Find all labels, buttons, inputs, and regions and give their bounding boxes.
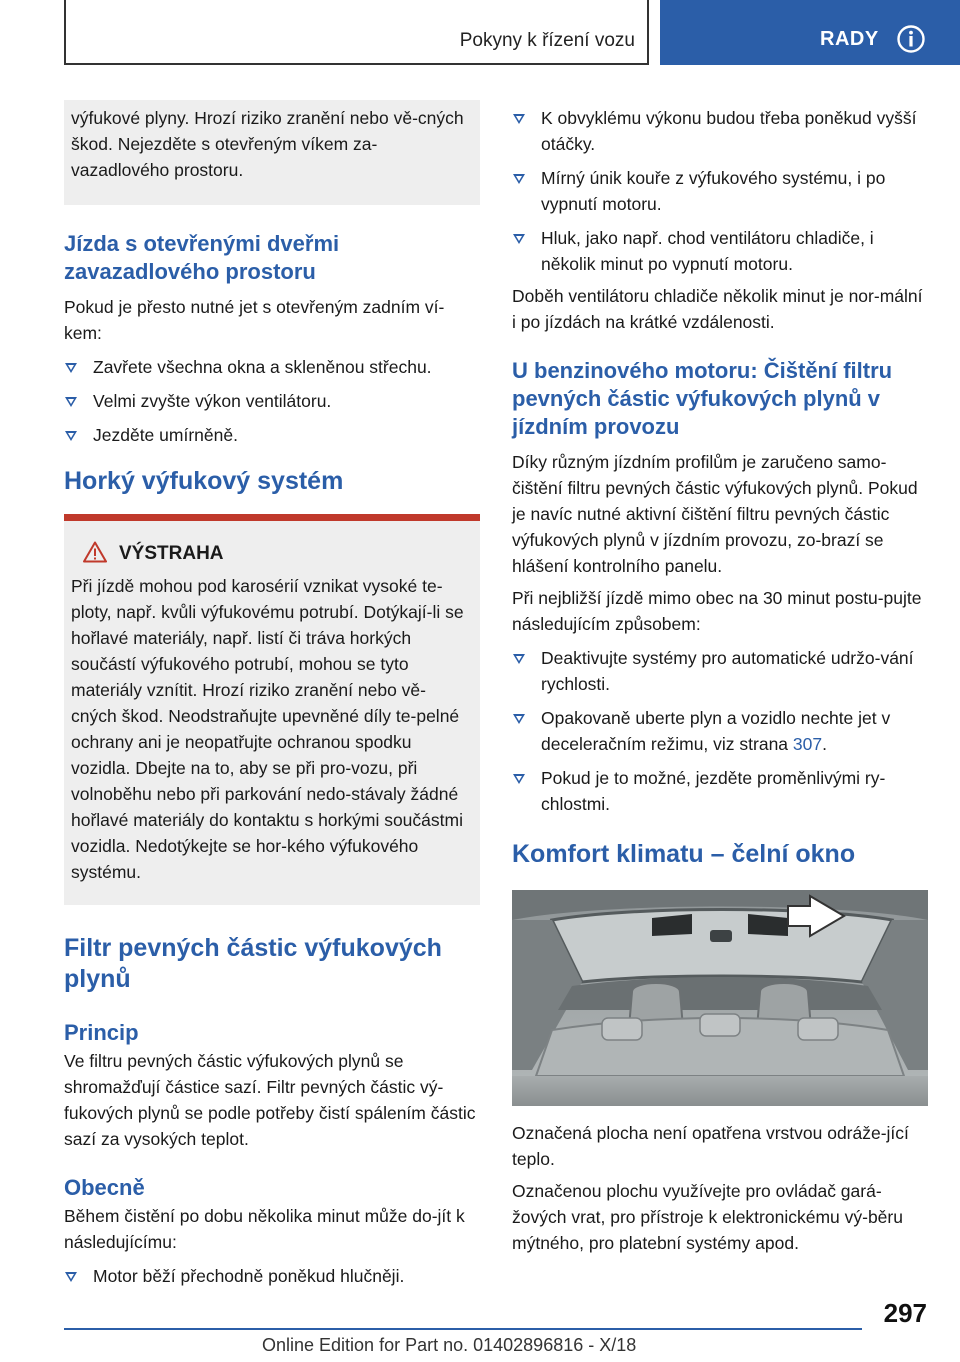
paragraph-general: Během čistění po dobu několika minut může do-jít k následujícímu: — [64, 1206, 465, 1252]
page-number: 297 — [883, 1298, 927, 1328]
footer-rule — [64, 1328, 862, 1330]
warning-triangle-icon — [83, 541, 107, 563]
bullet-triangle-icon — [513, 714, 525, 724]
list-item: K obvyklému výkonu budou třeba poněkud vyšší otáčky. — [512, 105, 928, 157]
list-item: Mírný únik kouře z výfukového systému, i po vypnutí motoru. — [512, 165, 928, 217]
list-item: Jezděte umírněně. — [64, 422, 480, 448]
paragraph-self-cleaning: Díky různým jízdním profilům je zaručeno samo-čištění filtru pevných částic výfukových plynů. Pokud je navíc nutné aktivní čištění filtru pevných částic výfukových plynů v jízdním provozu, zo-brazí se hlášení kontrolního panelu. — [512, 452, 918, 576]
bullet-triangle-icon — [513, 234, 525, 244]
bullet-triangle-icon — [65, 1272, 77, 1282]
heading-general: Obecně — [64, 1175, 145, 1200]
info-icon — [896, 24, 926, 54]
note-box — [64, 100, 480, 205]
section-title: Pokyny k řízení vozu — [459, 30, 635, 51]
bullet-triangle-icon — [513, 114, 525, 124]
paragraph-marked-area-use: Označenou plochu využívejte pro ovládač gará-žových vrat, pro přístroje k elektronickému vý-běru mýtného, pro platební systémy apod. — [512, 1181, 903, 1253]
car-interior-illustration — [512, 890, 928, 1106]
heading-open-tailgate: Jízda s otevřenými dveřmi zavazadlového prostoru — [64, 231, 340, 284]
footer-edition: Online Edition for Part no. 01402896816 - X/18 — [262, 1335, 637, 1355]
paragraph-procedure: Při nejbližší jízdě mimo obec na 30 minut postu-pujte následujícím způsobem: — [512, 588, 922, 634]
paragraph-fan-run-on: Doběh ventilátoru chladiče několik minut je nor-mální i po jízdách na krátké vzdálenosti. — [512, 286, 923, 332]
note-continuation-text: výfukové plyny. Hrozí riziko zranění nebo vě-cných škod. Nejezděte s otevřeným víkem za-vazadlového prostoru. — [71, 108, 464, 180]
paragraph-principle: Ve filtru pevných částic výfukových plynů se shromažďují částice sazí. Filtr pevných částic vý-fukových plynů se podle potřeby čistí spálením částic sazí za vysokých teplot. — [64, 1051, 476, 1149]
header-section-frame — [64, 0, 649, 65]
heading-hot-exhaust: Horký výfukový systém — [64, 467, 344, 495]
bullet-triangle-icon — [65, 363, 77, 373]
list-item: Deaktivujte systémy pro automatické udržo-vání rychlosti. — [512, 645, 928, 697]
bullet-triangle-icon — [65, 431, 77, 441]
page-link-307[interactable]: 307 — [792, 734, 823, 754]
windshield-photo — [512, 890, 928, 1106]
right-column — [512, 100, 928, 1256]
list-item: Pokud je to možné, jezděte proměnlivými ry-chlostmi. — [512, 765, 928, 817]
list-item: Zavřete všechna okna a skleněnou střechu. — [64, 354, 480, 380]
list-item: Hluk, jako např. chod ventilátoru chladiče, i několik minut po vypnutí motoru. — [512, 225, 928, 277]
warning-heading — [71, 541, 468, 567]
paragraph-marked-area: Označená plocha není opatřena vrstvou odráže-jící teplo. — [512, 1123, 909, 1169]
warning-rule — [64, 514, 480, 521]
list-item: Opakovaně uberte plyn a vozidlo nechte jet v deceleračním režimu, viz strana 307. — [512, 705, 928, 757]
heading-principle: Princip — [64, 1020, 139, 1045]
heading-climate-windshield: Komfort klimatu – čelní okno — [512, 840, 856, 868]
left-column — [64, 100, 480, 1289]
list-item: Velmi zvyšte výkon ventilátoru. — [64, 388, 480, 414]
warning-label: VÝSTRAHA — [119, 543, 224, 564]
warning-text: Při jízdě mohou pod karosérií vznikat vysoké te-ploty, např. kvůli výfukovému potrubí. Dotýkají-li se hořlavé materiály, např. listí či tráva horkých součástí výfukového potrubí, mohou se tyto materiály vznítit. Hrozí riziko zranění nebo vě-cných škod. Neodstraňujte upevněné díly te-pelné ochrany ani je neopatřujte ochranou spodku vozidla. Dbejte na to, aby se při pro-vozu, při volnoběhu nebo při parkování nedo-stávaly žádné hořlavé materiály do kontaktu s horkými součástmi vozidla. Nedotýkejte se hor-kého výfukového systému. — [71, 576, 464, 882]
paragraph-open-tailgate: Pokud je přesto nutné jet s otevřeným zadním ví-kem: — [64, 297, 445, 343]
bullet-triangle-icon — [65, 397, 77, 407]
tab-rady[interactable] — [660, 0, 960, 65]
bullet-triangle-icon — [513, 774, 525, 784]
warning-box — [64, 521, 480, 905]
bullet-triangle-icon — [513, 174, 525, 184]
list-item: Motor běží přechodně poněkud hlučněji. — [64, 1263, 480, 1289]
tab-rady-label: RADY — [820, 28, 879, 50]
bullet-triangle-icon — [513, 654, 525, 664]
heading-particulate-filter: Filtr pevných částic výfukových plynů — [64, 934, 442, 993]
heading-petrol-filter-cleaning: U benzinového motoru: Čištění filtru pevných částic výfukových plynů v jízdním provozu — [512, 358, 893, 439]
